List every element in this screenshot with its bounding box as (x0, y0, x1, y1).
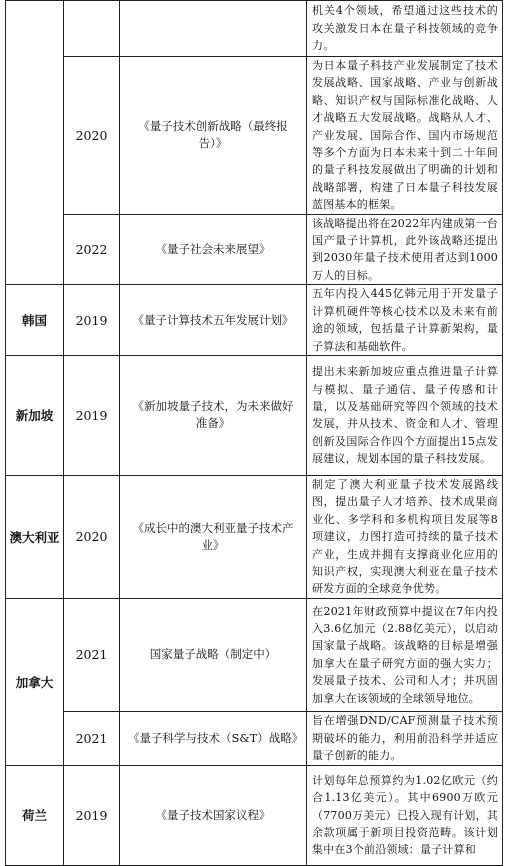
year-cell: 2019 (64, 765, 120, 865)
year-cell: 2021 (64, 598, 120, 711)
table-row (6, 214, 503, 285)
table-row (6, 598, 503, 711)
year-cell: 2019 (64, 285, 120, 356)
strategy-name-cell: 《成长中的澳大利亚量子技术产业》 (120, 475, 307, 598)
strategy-name-cell (120, 1, 307, 57)
country-cell: 韩国 (6, 285, 64, 356)
quantum-policy-table (5, 0, 503, 866)
country-cell: 加拿大 (6, 598, 64, 765)
policy-table-container (5, 0, 502, 857)
table-row (6, 57, 503, 215)
table-row (6, 765, 503, 865)
table-row (6, 285, 503, 356)
strategy-name-cell: 《量子科学与技术（S&T）战略》 (120, 711, 307, 765)
strategy-name-cell: 《量子计算技术五年发展计划》 (120, 285, 307, 356)
country-cell: 新加坡 (6, 355, 64, 475)
table-row (6, 355, 503, 475)
country-cell: 荷兰 (6, 765, 64, 865)
table-row (6, 475, 503, 598)
description-cell: 提出未来新加坡应重点推进量子计算与模拟、量子通信、量子传感和计量，以及基础研究等四个领域的技术发展，并从技术、资金和人才、管理创新及国际合作四个方面提出15点发展建议，规划本国的量子科技发展。 (307, 355, 503, 475)
strategy-name-cell: 《量子技术国家议程》 (120, 765, 307, 865)
year-cell (64, 1, 120, 57)
strategy-name-cell: 《量子社会未来展望》 (120, 214, 307, 285)
description-cell: 制定了澳大利亚量子技术发展路线图，提出量子人才培养、技术成果商业化、多学科和多机构项目发展等8项建议，力图打造可持续的量子技术产业，生成并拥有支撑商业化应用的知识产权，实现澳大利亚在量子技术研发方面的全球竞争优势。 (307, 475, 503, 598)
country-cell: 澳大利亚 (6, 475, 64, 598)
description-cell: 计划每年总预算约为1.02亿欧元（约合1.13亿美元）。其中6900万欧元（7700万美元）已投入现有计划，其余款项属于新项目投资范畴。该计划集中在3个前沿领域：量子计算和 (307, 765, 503, 865)
description-cell: 为日本量子科技产业发展制定了技术发展战略、国家战略、产业与创新战略、知识产权与国际标准化战略、人才战略五大发展战略。战略从人才、产业发展、国际合作、国内市场规范等多个方面为日本未来十到二十年间的量子科技发展做出了明确的计划和战略部署，构建了日本量子科技发展蓝图基本的框架。 (307, 57, 503, 215)
table-row (6, 1, 503, 57)
description-cell: 在2021年财政预算中提议在7年内投入3.6亿加元（2.88亿美元），以启动国家量子战略。该战略的目标是增强加拿大在量子研究方面的强大实力；发展量子技术、公司和人才；并巩固加拿大在该领域的全球领导地位。 (307, 598, 503, 711)
description-cell: 该战略提出将在2022年内建成第一台国产量子计算机，此外该战略还提出到2030年量子技术使用者达到1000万人的目标。 (307, 214, 503, 285)
description-cell: 机关4个领域，希望通过这些技术的攻关激发日本在量子科技领域的竞争力。 (307, 1, 503, 57)
table-row (6, 711, 503, 765)
year-cell: 2019 (64, 355, 120, 475)
description-cell: 五年内投入445亿韩元用于开发量子计算机硬件等核心技术以及未来有前途的领域，包括量子计算新架构，量子算法和基础软件。 (307, 285, 503, 356)
year-cell: 2022 (64, 214, 120, 285)
year-cell: 2021 (64, 711, 120, 765)
country-cell (6, 1, 64, 285)
strategy-name-cell: 《新加坡量子技术，为未来做好准备》 (120, 355, 307, 475)
strategy-name-cell: 国家量子战略（制定中） (120, 598, 307, 711)
strategy-name-cell: 《量子技术创新战略（最终报告）》 (120, 57, 307, 215)
description-cell: 旨在增强DND/CAF预测量子技术预期破坏的能力，利用前沿科学并适应量子创新的能力。 (307, 711, 503, 765)
year-cell: 2020 (64, 57, 120, 215)
year-cell: 2020 (64, 475, 120, 598)
